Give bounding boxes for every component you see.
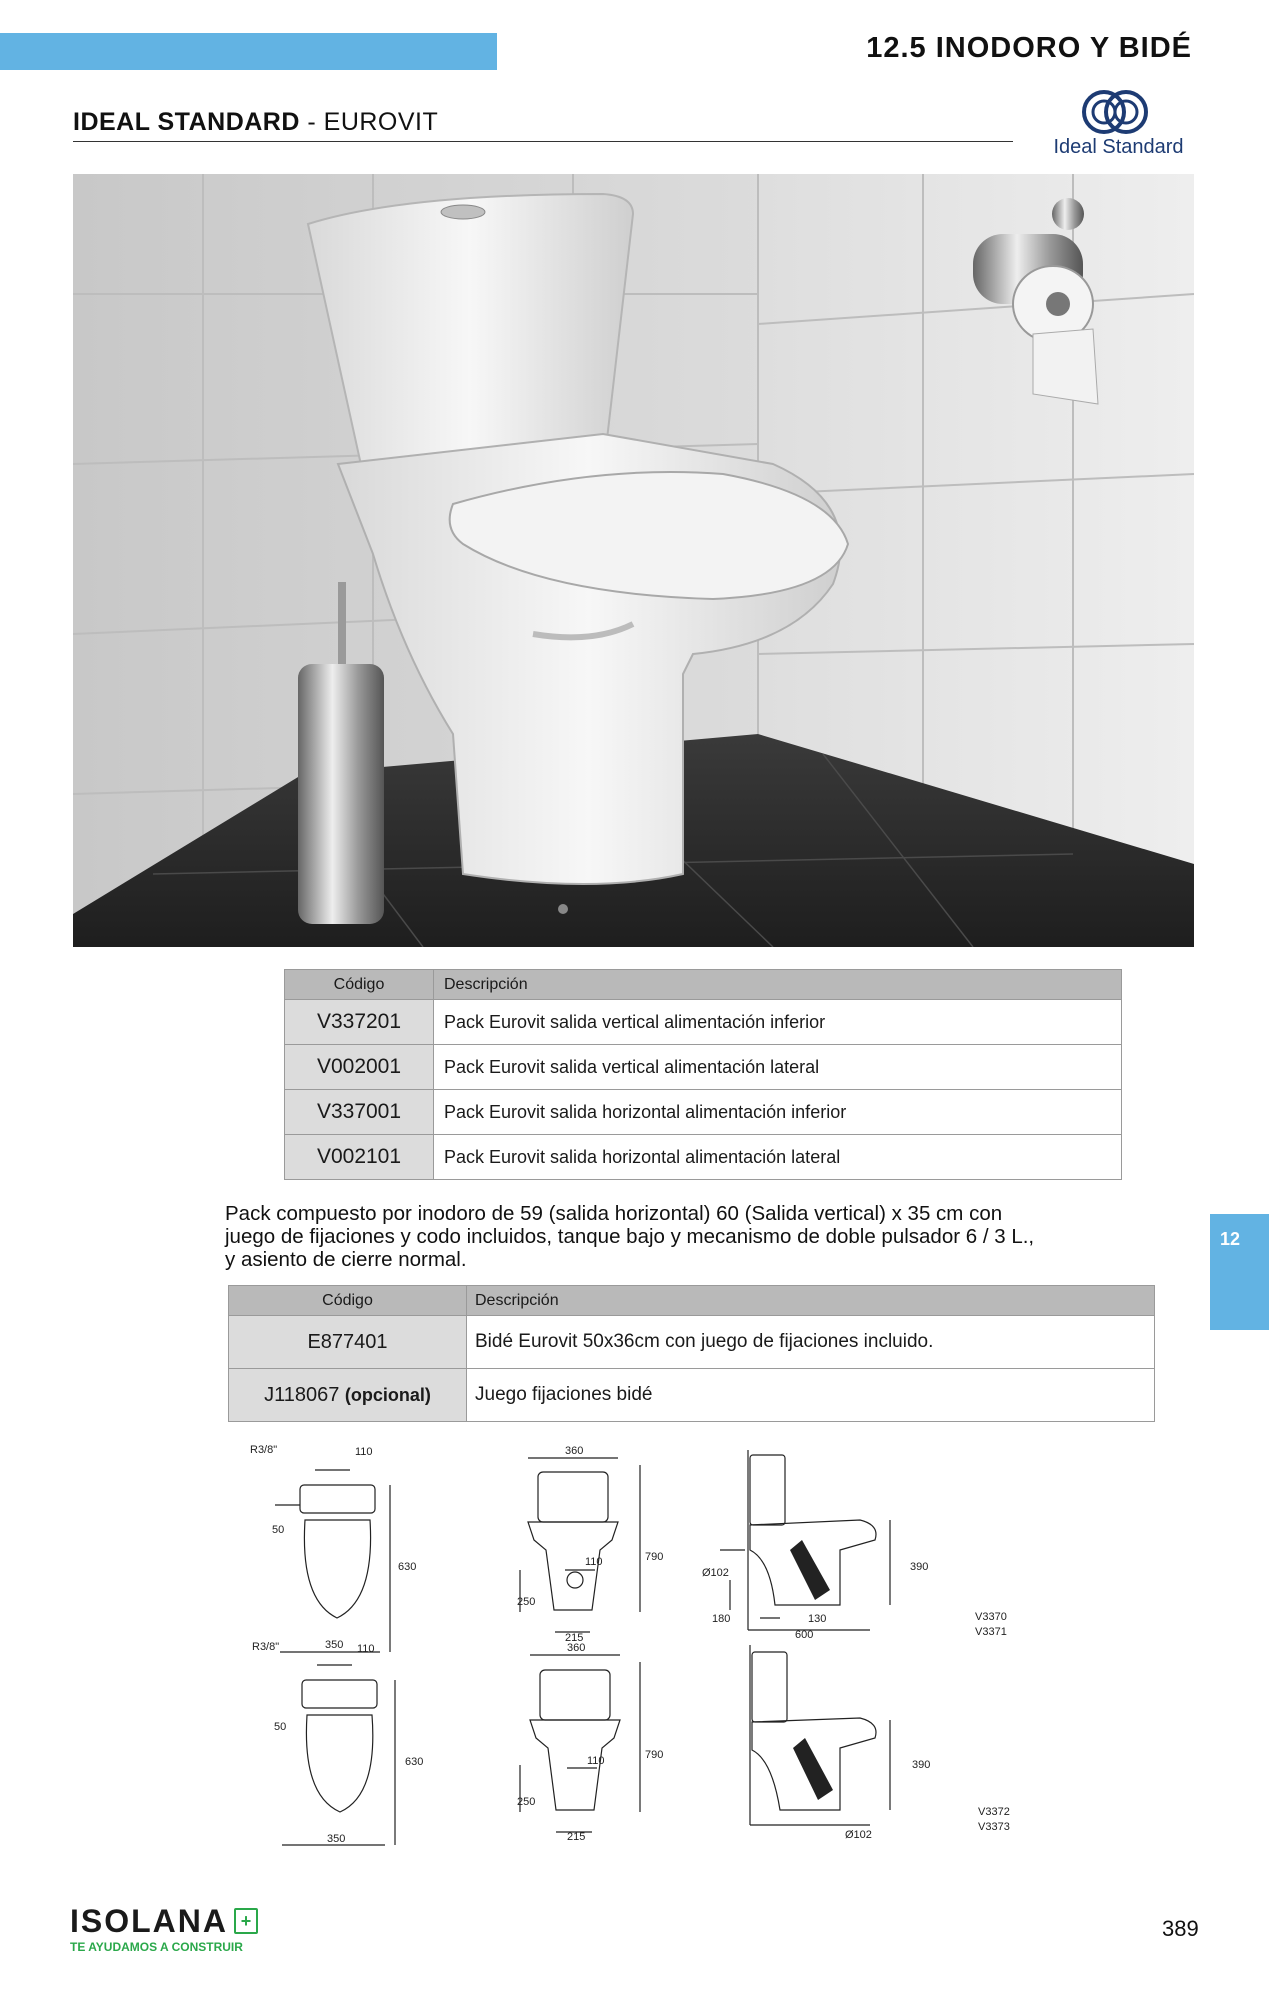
dim-215: 215 [565,1632,584,1644]
product-code: V337201 [285,1000,434,1045]
header-accent-bar [0,33,497,70]
dim-250: 250 [517,1796,536,1808]
product-description: Juego fijaciones bidé [467,1369,1155,1422]
col-header-code: Código [285,970,434,1000]
dim-350: 350 [325,1639,344,1651]
dim-630: 630 [405,1756,424,1768]
pack-description: Pack compuesto por inodoro de 59 (salida horizontal) 60 (Salida vertical) x 35 cm con juego de fijaciones y codo incluidos, tanque bajo y mecanismo de doble pulsador 6 / 3 L., y asiento de cierre normal. [225,1202,1035,1271]
isolana-logo: ISOLANA [70,1903,228,1939]
dim-360: 360 [567,1642,586,1654]
dim-600: 600 [795,1629,814,1641]
dim-790: 790 [645,1551,664,1563]
product-description: Pack Eurovit salida horizontal alimentación inferior [434,1090,1122,1135]
dim-50: 50 [272,1524,285,1536]
col-header-code: Código [229,1286,467,1316]
product-photo [73,174,1194,947]
product-code [229,1369,467,1422]
toilet-pack-table [284,969,1122,1180]
product-description: Pack Eurovit salida vertical alimentación inferior [434,1000,1122,1045]
chapter-number: 12 [1220,1229,1241,1249]
table-row [285,1045,1122,1090]
heading-rule [73,141,1013,142]
dim-thread: R3/8" [252,1641,280,1653]
table-row [285,1135,1122,1180]
chapter-tab [1210,1214,1269,1330]
model-code: V3372 [978,1806,1010,1818]
dim-790: 790 [645,1749,664,1761]
dim-110-front: 110 [587,1755,605,1767]
product-description: Pack Eurovit salida horizontal alimentación lateral [434,1135,1122,1180]
product-code: V002001 [285,1045,434,1090]
product-description: Pack Eurovit salida vertical alimentación lateral [434,1045,1122,1090]
model-code: V3370 [975,1611,1007,1623]
brand-name: IDEAL STANDARD [73,108,300,136]
page-number: 389 [1162,1916,1199,1941]
dim-50: 50 [274,1721,287,1733]
product-code: V002101 [285,1135,434,1180]
dim-110-front: 110 [585,1556,603,1568]
dim-350: 350 [327,1833,346,1845]
bidet-table [228,1285,1155,1422]
logo-wordmark: Ideal Standard [1053,136,1184,158]
dim-110: 110 [355,1446,373,1458]
dim-250: 250 [517,1596,536,1608]
dim-phi102: Ø102 [702,1567,729,1579]
dim-630: 630 [398,1561,417,1573]
product-code: V337001 [285,1090,434,1135]
col-header-description: Descripción [434,970,1122,1000]
dim-110: 110 [357,1643,375,1655]
dim-215: 215 [567,1831,586,1843]
technical-drawings [220,1440,1050,1930]
dim-thread: R3/8" [250,1444,278,1456]
dim-390: 390 [910,1561,929,1573]
optional-note: (opcional) [344,1384,431,1405]
section-title: 12.5 INODORO Y BIDÉ [866,32,1192,64]
product-description: Bidé Eurovit 50x36cm con juego de fijaciones incluido. [467,1316,1155,1369]
tagline: TE AYUDAMOS A CONSTRUIR [70,1940,243,1954]
product-code-value: E877401 [307,1330,388,1353]
dim-360: 360 [565,1445,584,1457]
dim-130: 130 [808,1613,827,1625]
series-name: EUROVIT [323,108,439,136]
product-code [229,1316,467,1369]
dim-390: 390 [912,1759,931,1771]
table-row [285,1090,1122,1135]
brand-heading [73,108,438,137]
plus-icon: + [234,1908,258,1934]
dim-180: 180 [712,1613,731,1625]
product-code-value: J118067 [264,1383,340,1406]
col-header-description: Descripción [467,1286,1155,1316]
table-row [229,1316,1155,1369]
dim-phi102: Ø102 [845,1829,872,1841]
brand-separator: - [299,108,324,136]
table-row [285,1000,1122,1045]
table-row [229,1369,1155,1422]
model-code: V3373 [978,1821,1010,1833]
model-code: V3371 [975,1626,1007,1638]
